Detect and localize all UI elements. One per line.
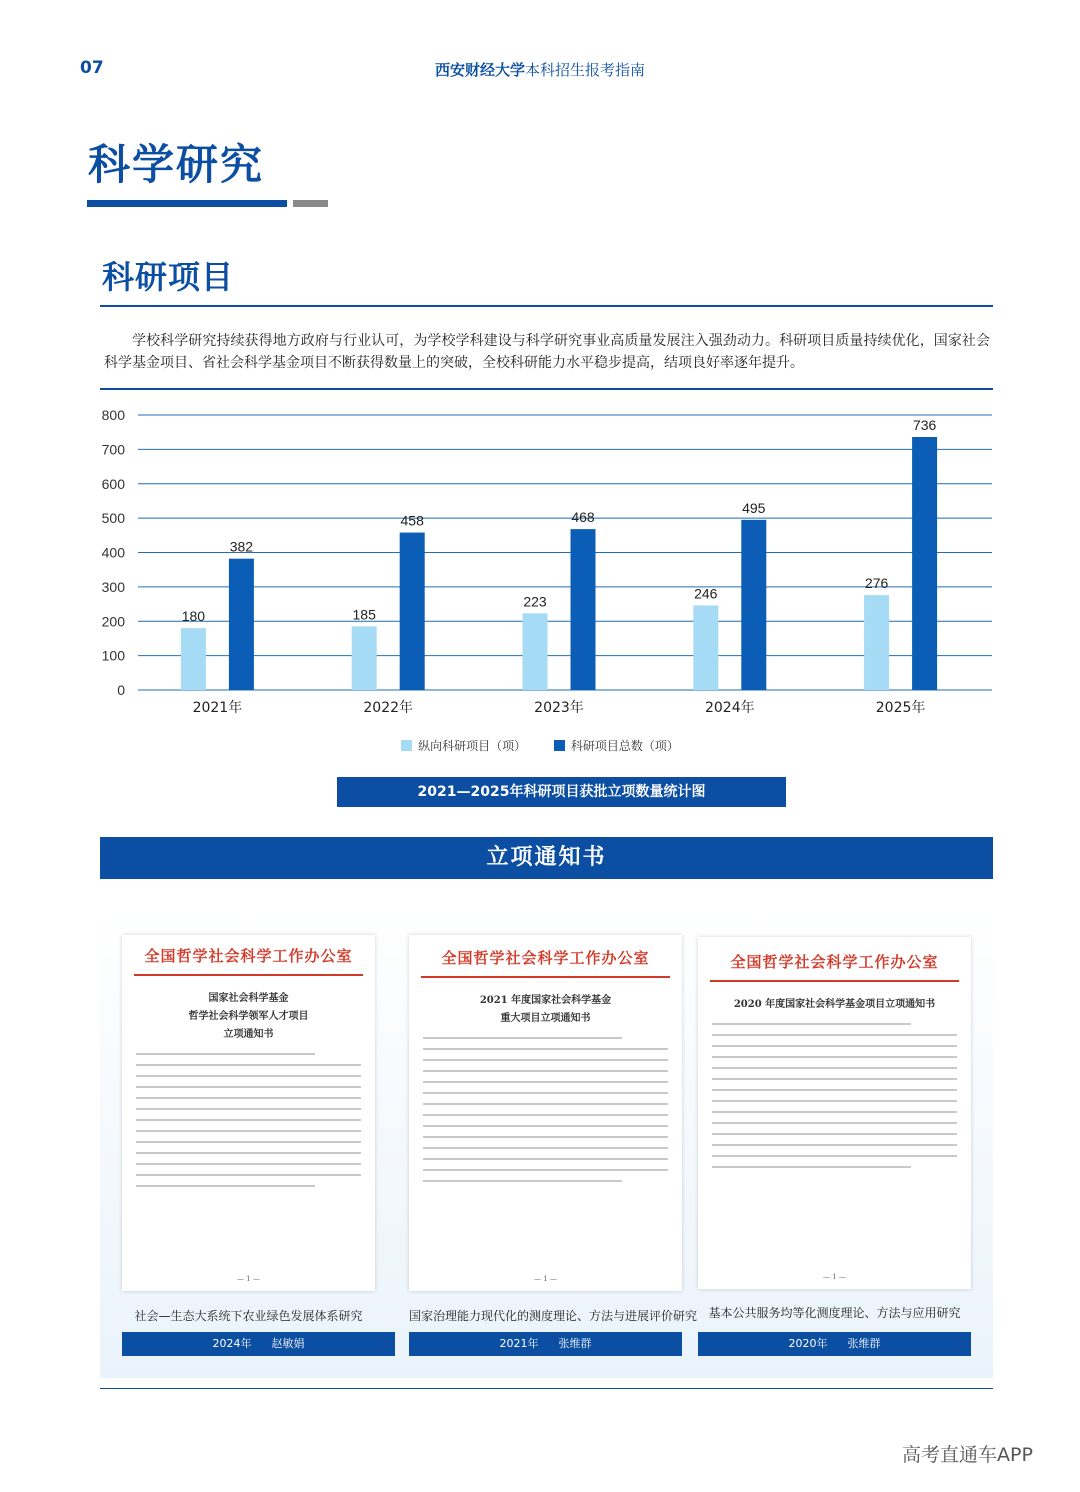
bar-chart xyxy=(90,400,1000,725)
divider-intro xyxy=(100,388,993,390)
y-tick-label: 100 xyxy=(101,647,125,664)
notice-text-line xyxy=(136,1152,361,1154)
notice-text-line xyxy=(423,1092,668,1094)
legend-item-1 xyxy=(554,737,679,754)
data-label: 223 xyxy=(523,593,547,610)
notice-document-1 xyxy=(122,935,375,1291)
y-tick-label: 300 xyxy=(101,578,125,595)
y-tick-label: 0 xyxy=(117,682,125,698)
notice-text-line xyxy=(423,1081,668,1083)
notice-text-line xyxy=(136,1130,361,1132)
watermark: 高考直通车APP xyxy=(902,1444,1033,1466)
notice-text-line xyxy=(712,1034,957,1036)
data-label: 246 xyxy=(694,585,718,602)
notice-text-line xyxy=(136,1163,361,1165)
data-label: 458 xyxy=(400,512,424,529)
notice-page-mark-3: — 1 — xyxy=(823,1273,846,1281)
notice-text-line xyxy=(712,1023,911,1025)
notice-project-title-1: 社会—生态大系统下农业绿色发展体系研究 xyxy=(134,1309,363,1323)
notice-doc-title-line: 2020 年度国家社会科学基金项目立项通知书 xyxy=(733,999,936,1010)
notice-info-bar-3 xyxy=(698,1332,971,1356)
bar-2024年-0 xyxy=(693,605,718,690)
notice-text-line xyxy=(423,1169,668,1171)
intro-paragraph: 学校科学研究持续获得地方政府与行业认可，为学校学科建设与科学研究事业高质量发展注入强劲动力。科研项目质量持续优化，国家社会科学基金项目、省社会科学基金项目不断获得数量上的突破，全校科研能力水平稳步提高，结项良好率逐年提升。 xyxy=(104,333,990,371)
notice-person-3: 张维群 xyxy=(847,1337,881,1350)
subsection-title: 科研项目 xyxy=(102,258,235,296)
notice-text-line xyxy=(423,1136,668,1138)
notice-text-line xyxy=(136,1097,361,1099)
notice-person-2: 张维群 xyxy=(558,1337,592,1350)
notice-text-line xyxy=(423,1147,668,1149)
notice-text-line xyxy=(712,1089,957,1091)
notice-project-title-3: 基本公共服务均等化测度理论、方法与应用研究 xyxy=(708,1306,961,1320)
notice-text-line xyxy=(136,1141,361,1143)
x-tick-label: 2024年 xyxy=(704,700,755,716)
bar-2022年-1 xyxy=(400,533,425,690)
guide-name: 本科招生报考指南 xyxy=(525,61,646,79)
notice-text-line xyxy=(712,1078,957,1080)
legend-swatch-0 xyxy=(401,740,412,751)
bar-2022年-0 xyxy=(352,626,377,690)
notice-text-line xyxy=(136,1053,315,1055)
notice-text-line xyxy=(136,1119,361,1121)
notice-text-line xyxy=(712,1056,957,1058)
notice-text-line xyxy=(423,1048,668,1050)
data-label: 382 xyxy=(229,538,254,555)
legend-swatch-1 xyxy=(554,740,565,751)
title-underline-blue xyxy=(87,200,287,207)
x-tick-label: 2021年 xyxy=(192,700,243,716)
data-label: 276 xyxy=(864,575,889,592)
notice-office-2: 全国哲学社会科学工作办公室 xyxy=(441,949,650,967)
notice-text-line xyxy=(136,1108,361,1110)
notice-office-3: 全国哲学社会科学工作办公室 xyxy=(730,953,939,971)
notice-text-line xyxy=(136,1086,361,1088)
legend-item-0 xyxy=(401,737,526,754)
chart-caption: 2021—2025年科研项目获批立项数量统计图 xyxy=(337,777,786,807)
notice-text-line xyxy=(712,1111,957,1113)
divider-bottom xyxy=(100,1388,993,1389)
chart-legend xyxy=(0,737,1080,754)
y-tick-label: 200 xyxy=(101,613,125,630)
notice-text-line xyxy=(712,1144,957,1146)
notice-doc-title-1 xyxy=(122,990,375,1044)
legend-label-0: 纵向科研项目（项） xyxy=(418,739,527,753)
header-title xyxy=(0,59,1080,80)
notice-doc-title-3 xyxy=(698,996,971,1014)
notice-text-line xyxy=(712,1067,957,1069)
data-label: 180 xyxy=(181,608,206,625)
notice-document-3 xyxy=(698,937,971,1289)
y-tick-label: 500 xyxy=(101,510,125,527)
notice-info-bar-1 xyxy=(122,1332,395,1356)
notice-year-2: 2021年 xyxy=(499,1337,539,1350)
bar-2021年-1 xyxy=(229,559,254,690)
university-name: 西安财经大学 xyxy=(434,61,525,79)
bar-2023年-0 xyxy=(523,613,548,690)
notice-doc-title-line: 立项通知书 xyxy=(223,1029,274,1040)
notice-text-line xyxy=(423,1158,668,1160)
y-tick-label: 800 xyxy=(101,407,125,423)
notice-text-line xyxy=(423,1070,668,1072)
notice-text-line xyxy=(423,1037,622,1039)
notice-document-2 xyxy=(409,935,682,1291)
y-tick-label: 600 xyxy=(101,475,125,492)
notice-redline-3 xyxy=(710,980,959,982)
notice-text-line xyxy=(712,1122,957,1124)
notice-year-1: 2024年 xyxy=(212,1337,252,1350)
notice-text-line xyxy=(423,1125,668,1127)
notice-person-1: 赵敏娟 xyxy=(271,1337,305,1350)
notice-doc-title-line: 重大项目立项通知书 xyxy=(500,1013,591,1024)
data-label: 495 xyxy=(742,499,766,516)
notice-text-line xyxy=(712,1045,957,1047)
notice-doc-title-line: 哲学社会科学领军人才项目 xyxy=(188,1011,309,1022)
notice-text-line xyxy=(712,1133,957,1135)
notice-text-line xyxy=(423,1114,668,1116)
notice-text-line xyxy=(136,1075,361,1077)
page-number: 07 xyxy=(80,58,104,78)
notice-text-line xyxy=(423,1103,668,1105)
bar-2021年-0 xyxy=(181,628,206,690)
notice-text-line xyxy=(712,1100,957,1102)
notice-text-line xyxy=(712,1155,957,1157)
notice-doc-title-line: 国家社会科学基金 xyxy=(208,993,289,1004)
legend-label-1: 科研项目总数（项） xyxy=(570,739,679,753)
data-label: 468 xyxy=(571,509,595,526)
divider-top xyxy=(100,305,993,307)
bar-2025年-1 xyxy=(912,437,937,690)
x-tick-label: 2022年 xyxy=(363,700,414,716)
notice-text-line xyxy=(423,1059,668,1061)
x-tick-label: 2025年 xyxy=(875,700,926,716)
data-label: 736 xyxy=(912,417,937,433)
notice-project-title-2: 国家治理能力现代化的测度理论、方法与进展评价研究 xyxy=(409,1309,698,1323)
notice-text-line xyxy=(712,1166,911,1168)
notice-info-bar-2 xyxy=(409,1332,682,1356)
y-tick-label: 400 xyxy=(101,544,125,561)
bar-2024年-1 xyxy=(741,520,766,690)
notice-year-3: 2020年 xyxy=(788,1337,828,1350)
notice-office-1: 全国哲学社会科学工作办公室 xyxy=(144,947,353,965)
section-title: 科学研究 xyxy=(88,140,265,189)
notice-text-line xyxy=(136,1064,361,1066)
bar-2025年-0 xyxy=(864,595,889,690)
notice-redline-2 xyxy=(421,976,670,978)
bar-2023年-1 xyxy=(571,529,596,690)
notice-text-line xyxy=(136,1185,315,1187)
notice-banner: 立项通知书 xyxy=(100,837,993,879)
x-tick-label: 2023年 xyxy=(534,700,584,716)
data-label: 185 xyxy=(352,606,376,623)
notice-doc-title-line: 2021 年度国家社会科学基金 xyxy=(479,995,612,1006)
notice-page-mark-1: — 1 — xyxy=(237,1275,260,1283)
notice-doc-title-2 xyxy=(409,992,682,1028)
y-tick-label: 700 xyxy=(101,441,125,458)
notice-page-mark-2: — 1 — xyxy=(534,1275,557,1283)
notice-redline-1 xyxy=(134,974,363,976)
notice-text-line xyxy=(136,1174,361,1176)
notice-text-line xyxy=(423,1180,622,1182)
title-underline-gray xyxy=(293,200,328,207)
